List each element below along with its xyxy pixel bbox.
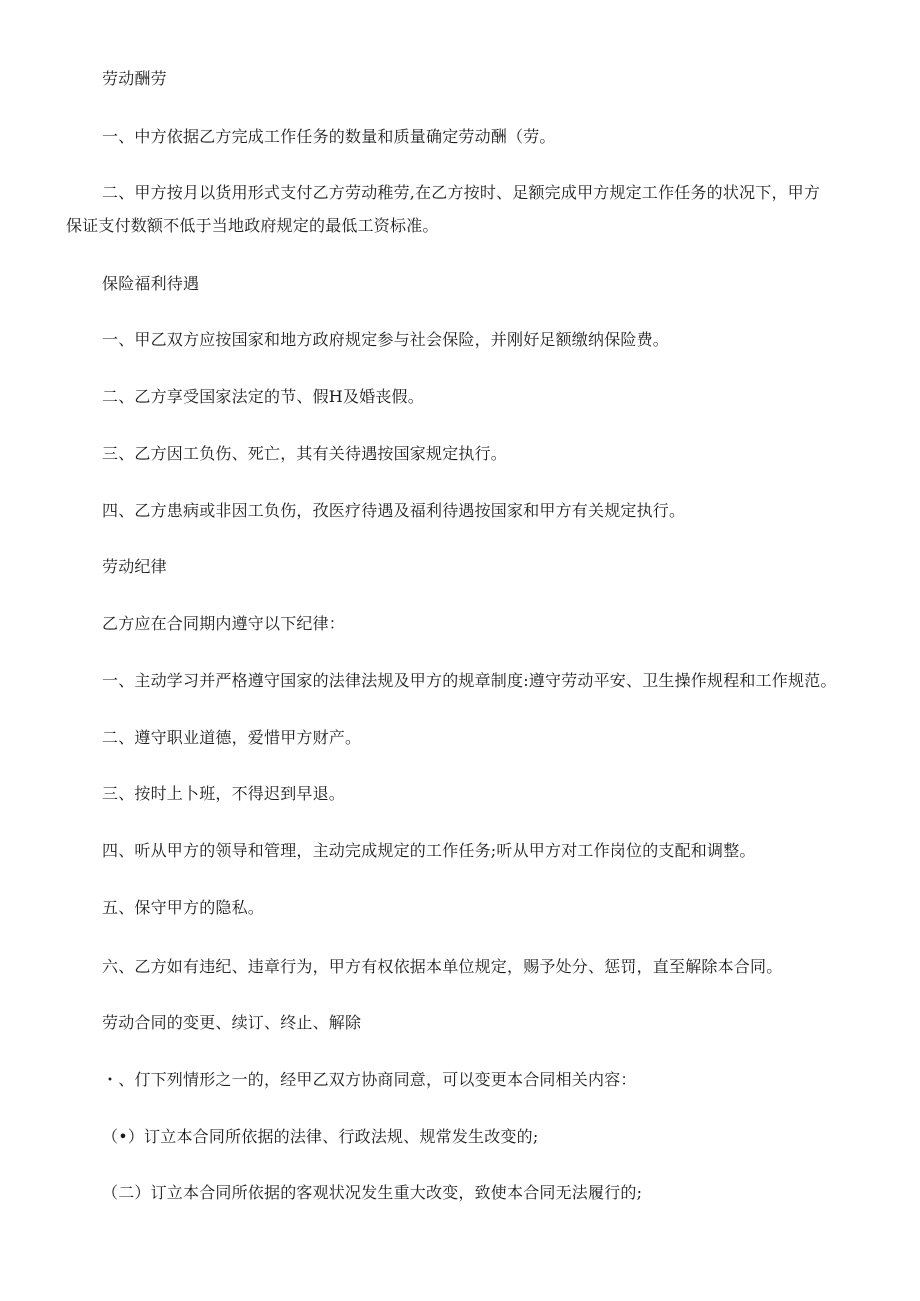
paragraph: 二、甲方按月以货用形式支付乙方劳动稚劳,在乙方按时、足额完成甲方规定工作任务的状况下，甲方 [102, 183, 821, 202]
section-heading-insurance: 保险福利待遇 [102, 274, 200, 293]
paragraph: 三、乙方因工负伤、死亡，其有关待遇按国家规定执行。 [102, 444, 508, 463]
paragraph: 二、遵守职业道德，爱惜甲方财产。 [102, 728, 362, 747]
paragraph-continuation: 保证支付数额不低于当地政府规定的最低工资标准。 [66, 216, 439, 235]
paragraph: 四、听从甲方的领导和管理，主动完成规定的工作任务;听从甲方对工作岗位的支配和调整。 [102, 841, 756, 860]
list-item: （二）订立本合同所依据的客观状况发生重大改变，致使本合同无法履行的; [102, 1183, 643, 1202]
paragraph: 五、保守甲方的隐私。 [102, 898, 265, 917]
paragraph: 三、按时上卜班，不得迟到早退。 [102, 784, 346, 803]
section-heading-contract-changes: 劳动合同的变更、续订、终止、解除 [102, 1013, 362, 1032]
paragraph: 二、乙方享受国家法定的节、假H及婚丧假。 [102, 387, 424, 406]
paragraph: ・、仃下列情形之一的，经甲乙双方协商同意，可以变更本合同相关内容： [102, 1070, 637, 1089]
list-item: （•）订立本合同所依据的法律、行政法规、规常发生改变的; [102, 1127, 539, 1146]
paragraph: 一、甲乙双方应按国家和地方政府规定参与社会保险，并刚好足额缴纳保险费。 [102, 330, 670, 349]
paragraph: 四、乙方患病或非因工负伤，孜医疗待遇及福利待遇按国家和甲方有关规定执行。 [102, 501, 686, 520]
paragraph: 一、中方依据乙方完成工作任务的数量和质量确定劳动酬（劳。 [102, 127, 556, 146]
section-heading-remuneration: 劳动酬劳 [102, 69, 167, 88]
paragraph: 六、乙方如有违纪、违章行为，甲方有权依据本单位规定，赐予处分、惩罚，直至解除本合同。 [102, 957, 783, 976]
paragraph: 一、主动学习并严格遵守国家的法律法规及甲方的规章制度:遵守劳动平安、卫生操作规程和工作规范。 [102, 671, 837, 690]
section-heading-discipline: 劳动纪律 [102, 557, 167, 576]
paragraph-intro: 乙方应在合同期内遵守以下纪律： [102, 614, 346, 633]
